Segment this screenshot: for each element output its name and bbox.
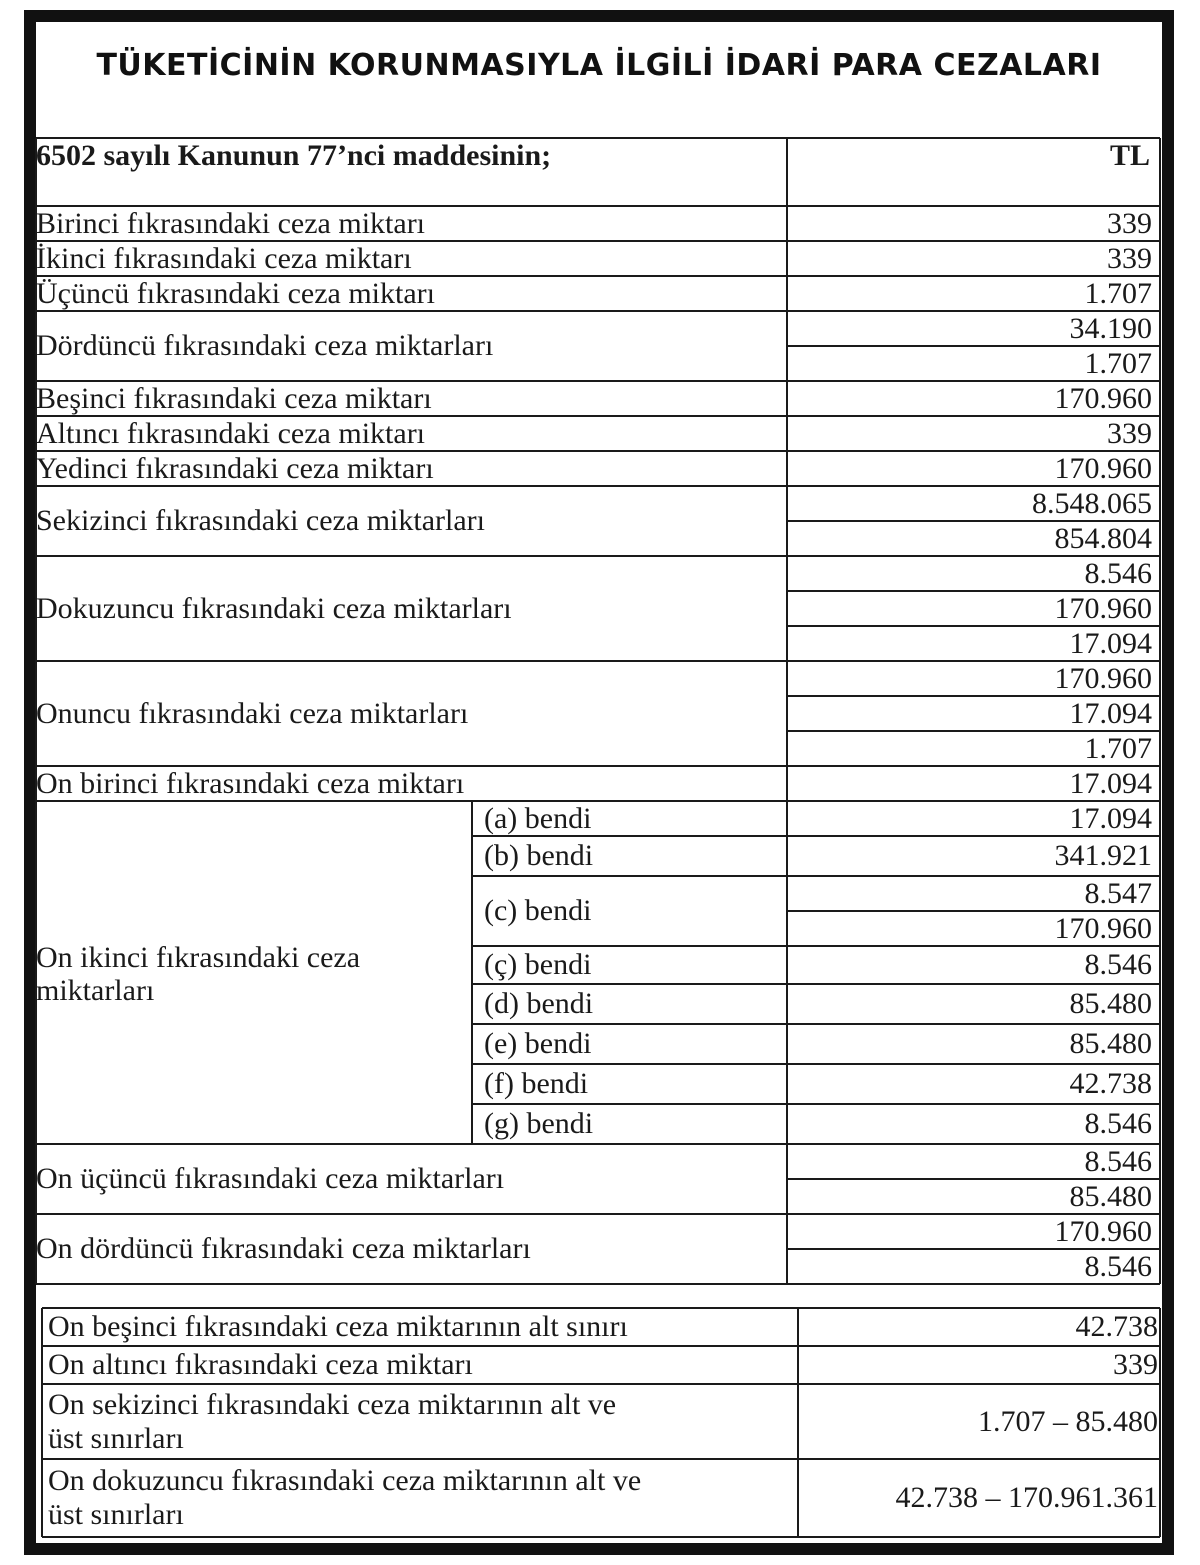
row-label: Birinci fıkrasındaki ceza miktarı	[36, 206, 426, 240]
bottom-row-label: On altıncı fıkrasındaki ceza miktarı	[48, 1348, 473, 1381]
bottom-row-value: 42.738	[1075, 1310, 1158, 1343]
row-value: 170.960	[1054, 381, 1152, 415]
row-value: 1.707	[1084, 731, 1152, 765]
header-label: 6502 sayılı Kanunun 77’nci maddesinin;	[36, 139, 552, 172]
sub-row-label: (b) bendi	[484, 839, 594, 872]
row-value: 854.804	[1054, 521, 1152, 555]
bottom-row-value: 1.707 – 85.480	[978, 1404, 1158, 1438]
sub-row-value: 8.547	[1084, 876, 1152, 910]
sub-row-label: (c) bendi	[484, 894, 592, 927]
row-value: 8.546	[1084, 556, 1152, 590]
row-label: Altıncı fıkrasındaki ceza miktarı	[36, 416, 426, 450]
sub-row-value: 85.480	[1069, 1027, 1152, 1060]
sub-row-value: 170.960	[1054, 911, 1152, 945]
row-value: 170.960	[1054, 1214, 1152, 1248]
row-label: Onuncu fıkrasındaki ceza miktarları	[36, 696, 469, 730]
row-label: Dördüncü fıkrasındaki ceza miktarları	[36, 329, 494, 362]
sub-row-value: 8.546	[1084, 1107, 1152, 1140]
bottom-row-value: 42.738 – 170.961.361	[895, 1481, 1158, 1514]
row-value: 1.707	[1084, 276, 1152, 310]
sub-row-label: (f) bendi	[484, 1067, 589, 1100]
sub-row-label: (g) bendi	[484, 1107, 594, 1140]
bottom-row-label: On sekizinci fıkrasındaki ceza miktarının alt ve	[48, 1387, 617, 1421]
sub-row-value: 8.546	[1084, 948, 1152, 981]
row-label: On dördüncü fıkrasındaki ceza miktarları	[36, 1232, 531, 1265]
row-value: 339	[1107, 206, 1152, 240]
row-value: 85.480	[1069, 1179, 1152, 1213]
row-label: Sekizinci fıkrasındaki ceza miktarları	[36, 504, 485, 537]
bottom-row-label: On dokuzuncu fıkrasındaki ceza miktarının alt ve	[48, 1464, 642, 1497]
bottom-row-label: üst sınırları	[48, 1421, 184, 1455]
row-value: 8.548.065	[1032, 486, 1152, 520]
row-value: 339	[1107, 241, 1152, 275]
row-label: Yedinci fıkrasındaki ceza miktarı	[36, 451, 434, 485]
sub-row-value: 85.480	[1069, 987, 1152, 1020]
row-value: 170.960	[1054, 451, 1152, 485]
row-value: 17.094	[1069, 766, 1152, 800]
row-label: İkinci fıkrasındaki ceza miktarı	[36, 241, 412, 275]
page-title: TÜKETİCİNİN KORUNMASIYLA İLGİLİ İDARİ PARA CEZALARI	[96, 48, 1102, 83]
row-label: miktarları	[36, 974, 155, 1007]
row-value: 8.546	[1084, 1144, 1152, 1178]
row-value: 170.960	[1054, 591, 1152, 625]
sub-row-label: (a) bendi	[484, 801, 592, 835]
row-value: 1.707	[1084, 346, 1152, 380]
bottom-row-value: 339	[1113, 1348, 1158, 1381]
sub-row-label: (e) bendi	[484, 1027, 592, 1060]
sub-row-value: 17.094	[1069, 801, 1152, 835]
sub-row-label: (d) bendi	[484, 987, 594, 1020]
row-label: Üçüncü fıkrasındaki ceza miktarı	[36, 276, 435, 310]
row-label: On birinci fıkrasındaki ceza miktarı	[36, 766, 465, 800]
row-label: On üçüncü fıkrasındaki ceza miktarları	[36, 1162, 505, 1195]
bottom-row-label: üst sınırları	[48, 1498, 184, 1531]
row-value: 8.546	[1084, 1249, 1152, 1283]
bottom-row-label: On beşinci fıkrasındaki ceza miktarının alt sınırı	[48, 1310, 628, 1343]
row-label: Dokuzuncu fıkrasındaki ceza miktarları	[36, 591, 512, 625]
row-value: 17.094	[1069, 626, 1152, 660]
header-unit: TL	[1109, 139, 1150, 172]
row-label: On ikinci fıkrasındaki ceza	[36, 941, 361, 974]
row-value: 339	[1107, 416, 1152, 450]
row-value: 17.094	[1069, 696, 1152, 730]
sub-row-value: 341.921	[1054, 839, 1152, 872]
sub-row-label: (ç) bendi	[484, 948, 592, 981]
row-label: Beşinci fıkrasındaki ceza miktarı	[36, 381, 432, 415]
sub-row-value: 42.738	[1069, 1067, 1152, 1100]
row-value: 170.960	[1054, 661, 1152, 695]
row-value: 34.190	[1069, 311, 1152, 345]
